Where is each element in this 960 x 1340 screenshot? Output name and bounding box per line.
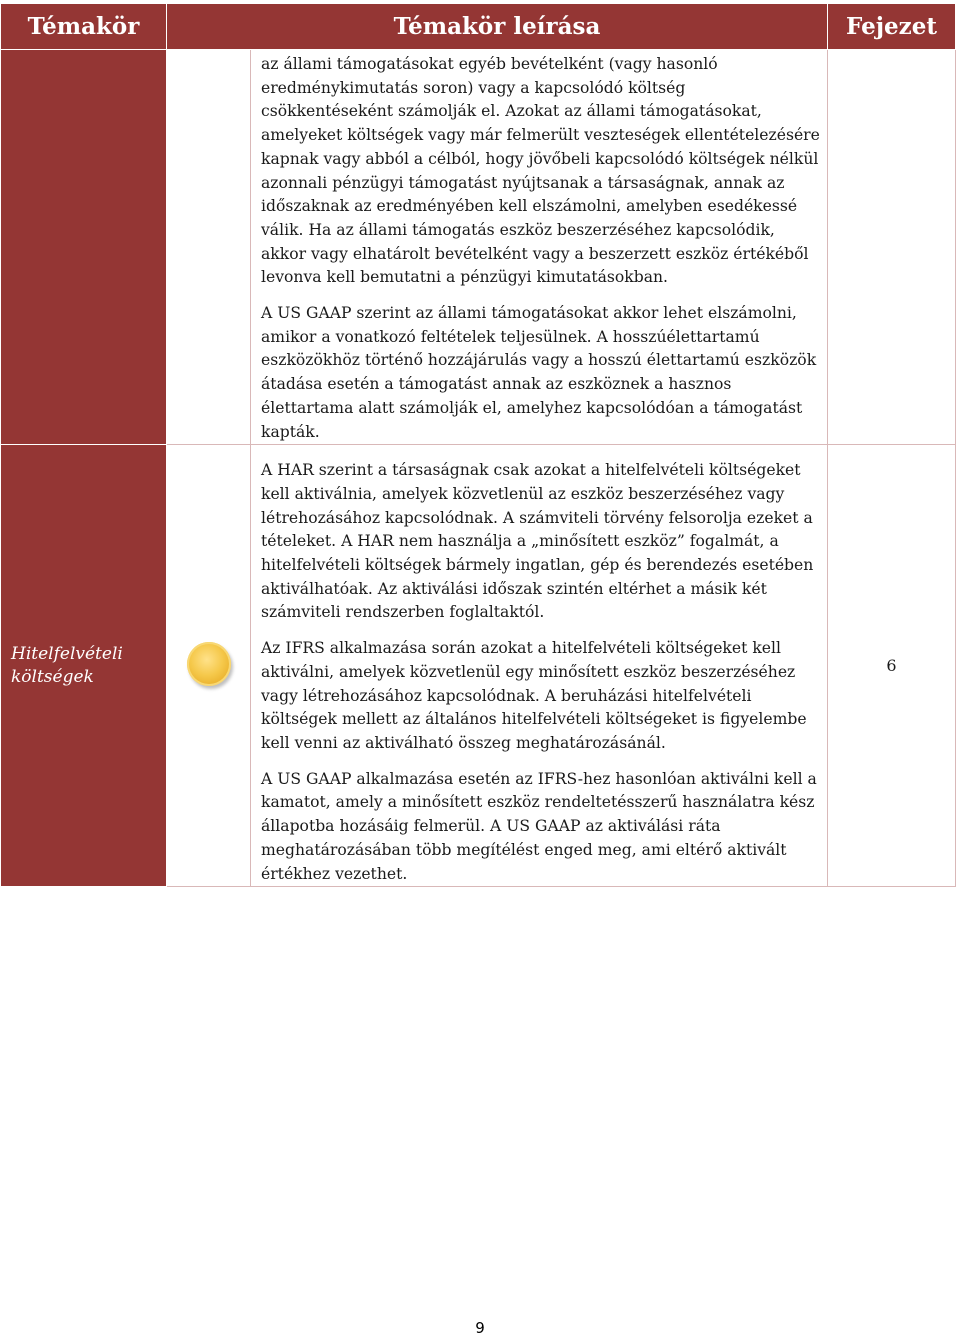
page-number: 9 (475, 1319, 485, 1337)
description-paragraph: az állami támogatásokat egyéb bevételként (vagy hasonló eredménykimutatás soron) vagy a kapcsolódó költség csökkentéseként számolják el. Azokat az állami támogatásokat, amelyeket költségek vagy már felmerült veszteségek ellentételezésére kapnak vagy abból a célból, hogy jövőbeli kapcsolódó költségek nélkül azonnali pénzügyi támogatást nyújtsanak a társaságnak, annak az időszaknak az eredményében kell elszámolni, amelyben esedékessé válik. Ha az állami támogatás eszköz beszerzéséhez kapcsolódik, akkor vagy elhatárolt bevételként vagy a beszerzett eszköz értékéből levonva kell bemutatni a pénzügyi kimutatásokban. (261, 55, 820, 287)
topics-table (0, 3, 956, 887)
description-paragraph: Az IFRS alkalmazása során azokat a hitelfelvételi költségeket kell aktiválni, amelyek közvetlenül egy minősített eszköz beszerzéséhez vagy létrehozásához kapcsolódnak. A beruházási hitelfelvételi költségek mellett az általános hitelfelvételi költségeket is figyelembe kell venni az aktiválható összeg meghatározásánál. (261, 639, 807, 752)
topic-cell (1, 445, 167, 887)
chapter-number: 6 (886, 656, 897, 676)
description-paragraph: A HAR szerint a társaságnak csak azokat a hitelfelvételi költségeket kell aktiválnia, amelyek közvetlenül az eszköz beszerzéséhez vagy létrehozásához kapcsolódnak. A számviteli törvény felsorolja ezeket a tételeket. A HAR nem használja a „minősített eszköz” fogalmát, a hitelfelvételi költségek bármely ingatlan, gép és berendezés esetében aktiválhatóak. Az aktiválási időszak szintén eltérhet a másik két számviteli rendszerben foglaltaktól. (261, 461, 814, 622)
topic-cell-empty (1, 50, 167, 445)
description-paragraph: A US GAAP szerint az állami támogatásokat akkor lehet elszámolni, amikor a vonatkozó feltételek teljesülnek. A hosszúélettartamú eszközökhöz történő hozzájárulás vagy a hosszú élettartamú eszközök átadása esetén a támogatást annak az eszköznek a hasznos élettartama alatt számolják el, amelyhez kapcsolódóan a támogatást kapták. (261, 304, 817, 441)
gold-circle-icon (187, 642, 231, 686)
header-description: Témakör leírása (167, 4, 828, 50)
header-topic: Témakör (1, 4, 167, 50)
icon-cell (167, 445, 251, 887)
chapter-cell (828, 445, 956, 887)
description-paragraph: A US GAAP alkalmazása esetén az IFRS-hez hasonlóan aktiválni kell a kamatot, amely a minősített eszköz rendeltetésszerű használatra kész állapotba hozásáig felmerül. A US GAAP az aktiválási ráta meghatározásában több megítélést enged meg, ami eltérő aktivált értékhez vezethet. (261, 769, 817, 883)
topic-label: Hitelfelvételi költségek (11, 643, 123, 687)
table-header-row (1, 4, 956, 50)
description-cell (251, 445, 828, 887)
header-chapter: Fejezet (828, 4, 956, 50)
table-row (1, 50, 956, 445)
chapter-cell-empty (828, 50, 956, 445)
table-row (1, 445, 956, 887)
description-cell (251, 50, 828, 445)
icon-cell-empty (167, 50, 251, 445)
